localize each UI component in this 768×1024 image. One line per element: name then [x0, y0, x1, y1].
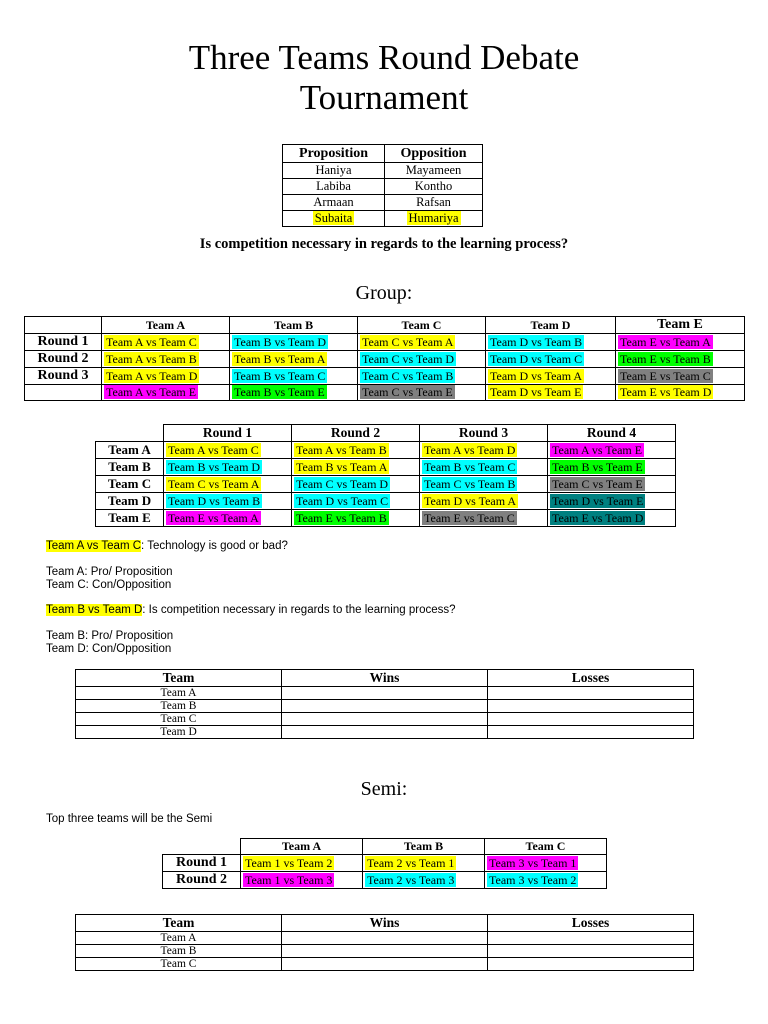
matchup-label: Team B vs Team E — [234, 385, 325, 399]
opposition-name: Mayameen — [405, 163, 462, 177]
match-note-1 — [46, 539, 288, 553]
matchup-label: Team E vs Team B — [620, 351, 711, 366]
roster-opposition-cell — [385, 163, 483, 179]
standings-team: Team B — [76, 700, 282, 713]
schedule-row — [96, 510, 676, 527]
matchup-label: Team D vs Team B — [168, 493, 261, 508]
row-label: Team A — [96, 442, 164, 459]
proposition-name: Labiba — [316, 179, 351, 193]
matchup-cell — [230, 385, 358, 401]
row-label: Round 1 — [163, 855, 241, 872]
matchup-label: Team B vs Team C — [234, 368, 326, 383]
group-standings-table — [75, 669, 694, 739]
matchup-label: Team A vs Team D — [424, 442, 516, 457]
page-title — [0, 38, 768, 118]
matchup-cell — [420, 442, 548, 459]
matchup-cell — [548, 476, 676, 493]
row-label: Round 2 — [163, 872, 241, 889]
matchup-label: Team 3 vs Team 2 — [489, 872, 577, 887]
matchup-cell — [292, 459, 420, 476]
matchup-cell — [241, 855, 363, 872]
matchup-label: Team E vs Team C — [620, 368, 711, 383]
column-header: Round 3 — [420, 425, 548, 442]
matchup-cell — [486, 334, 616, 351]
match-2-topic: : Is competition necessary in regards to the learning process? — [142, 604, 456, 616]
matchup-label: Team D vs Team C — [490, 351, 583, 366]
standings-row — [76, 687, 694, 700]
matchup-label: Team 2 vs Team 3 — [367, 872, 455, 887]
matchup-cell — [548, 459, 676, 476]
matchup-cell — [292, 476, 420, 493]
matchup-cell — [230, 334, 358, 351]
debate-question: Is competition necessary in regards to the learning process? — [199, 236, 569, 252]
match-1-side-con: Team C: Con/Opposition — [46, 579, 172, 591]
matchup-cell — [164, 493, 292, 510]
column-header: Team C — [485, 839, 607, 855]
matchup-label: Team D vs Team A — [490, 368, 583, 383]
losses-cell — [488, 958, 694, 971]
proposition-name: Haniya — [315, 163, 352, 177]
schedule-row — [96, 493, 676, 510]
proposition-name: Subaita — [314, 211, 353, 225]
round-schedule-table — [95, 424, 676, 527]
schedule-row — [163, 872, 607, 889]
matchup-cell — [241, 872, 363, 889]
matchup-label: Team 1 vs Team 2 — [245, 855, 333, 870]
match-note-2 — [46, 603, 456, 617]
matchup-label: Team B vs Team C — [424, 459, 516, 474]
proposition-name: Armaan — [313, 195, 354, 209]
matchup-cell — [358, 368, 486, 385]
matchup-cell — [420, 459, 548, 476]
matchup-cell — [230, 351, 358, 368]
matchup-label: Team E vs Team C — [424, 510, 515, 525]
standings-team: Team C — [76, 713, 282, 726]
standings-row — [76, 932, 694, 945]
semi-note: Top three teams will be the Semi — [46, 813, 213, 825]
schedule-row — [163, 855, 607, 872]
matchup-label: Team C vs Team D — [296, 476, 389, 491]
matchup-label: Team C vs Team A — [362, 334, 454, 349]
match-2-side-con: Team D: Con/Opposition — [46, 643, 172, 655]
losses-cell — [488, 932, 694, 945]
matchup-cell — [230, 368, 358, 385]
matchup-cell — [486, 351, 616, 368]
matchup-label: Team B vs Team E — [552, 459, 643, 474]
matchup-cell — [102, 351, 230, 368]
column-header: Team A — [241, 839, 363, 855]
roster-row — [283, 195, 483, 211]
standings-row — [76, 713, 694, 726]
matchup-label: Team C vs Team E — [552, 476, 643, 491]
column-header: Team D — [486, 317, 616, 334]
corner-cell — [163, 839, 241, 855]
row-label — [25, 385, 102, 401]
schedule-row — [25, 385, 745, 401]
matchup-label: Team E vs Team D — [620, 385, 712, 399]
roster-opposition-cell — [385, 211, 483, 227]
opposition-name: Kontho — [414, 179, 453, 193]
match-2-highlight: Team B vs Team D — [46, 604, 143, 616]
match-1-highlight: Team A vs Team C — [46, 540, 142, 552]
matchup-cell — [102, 368, 230, 385]
matchup-label: Team D vs Team E — [552, 493, 644, 508]
matchup-cell — [292, 442, 420, 459]
column-header: Round 1 — [164, 425, 292, 442]
wins-cell — [282, 958, 488, 971]
matchup-cell — [486, 385, 616, 401]
matchup-label: Team C vs Team B — [362, 368, 454, 383]
row-label: Team B — [96, 459, 164, 476]
matchup-label: Team E vs Team D — [552, 510, 644, 525]
matchup-cell — [292, 510, 420, 527]
standings-header: Wins — [282, 670, 488, 687]
group-schedule-table — [24, 316, 745, 401]
title-line-1: Three Teams Round Debate — [188, 38, 580, 77]
matchup-cell — [420, 476, 548, 493]
losses-cell — [488, 687, 694, 700]
matchup-label: Team 1 vs Team 3 — [245, 872, 333, 887]
opposition-name: Rafsan — [416, 195, 451, 209]
row-label: Team E — [96, 510, 164, 527]
matchup-cell — [363, 872, 485, 889]
matchup-label: Team C vs Team E — [362, 385, 453, 399]
standings-header: Wins — [282, 915, 488, 932]
matchup-cell — [616, 368, 745, 385]
matchup-cell — [420, 510, 548, 527]
roster-opposition-cell — [385, 195, 483, 211]
row-label: Round 2 — [25, 351, 102, 368]
matchup-cell — [485, 855, 607, 872]
matchup-label: Team B vs Team A — [234, 351, 326, 366]
matchup-cell — [485, 872, 607, 889]
group-heading: Group: — [355, 282, 413, 304]
roster-header-opposition: Opposition — [385, 145, 483, 163]
matchup-cell — [363, 855, 485, 872]
schedule-row — [96, 442, 676, 459]
opposition-name: Humariya — [408, 211, 459, 225]
matchup-label: Team 3 vs Team 1 — [489, 855, 577, 870]
corner-cell — [25, 317, 102, 334]
matchup-label: Team E vs Team A — [620, 334, 711, 349]
matchup-label: Team A vs Team E — [552, 442, 643, 457]
matchup-label: Team C vs Team B — [424, 476, 516, 491]
matchup-cell — [486, 368, 616, 385]
column-header: Team E — [616, 317, 745, 334]
matchup-cell — [616, 385, 745, 401]
schedule-row — [96, 459, 676, 476]
matchup-cell — [358, 385, 486, 401]
column-header: Team B — [230, 317, 358, 334]
roster-row — [283, 163, 483, 179]
column-header: Team C — [358, 317, 486, 334]
matchup-label: Team 2 vs Team 1 — [367, 855, 455, 870]
title-line-2: Tournament — [299, 78, 469, 117]
standings-header: Losses — [488, 915, 694, 932]
standings-header: Team — [76, 670, 282, 687]
match-2-side-pro: Team B: Pro/ Proposition — [46, 630, 174, 642]
corner-cell — [96, 425, 164, 442]
matchup-cell — [616, 351, 745, 368]
standings-team: Team D — [76, 726, 282, 739]
matchup-cell — [548, 442, 676, 459]
standings-team: Team C — [76, 958, 282, 971]
matchup-cell — [358, 351, 486, 368]
standings-header: Losses — [488, 670, 694, 687]
semi-standings-table — [75, 914, 694, 971]
schedule-row — [96, 476, 676, 493]
standings-header: Team — [76, 915, 282, 932]
matchup-label: Team B vs Team D — [168, 459, 261, 474]
roster-row — [283, 211, 483, 227]
standings-row — [76, 945, 694, 958]
schedule-row — [25, 334, 745, 351]
matchup-label: Team E vs Team A — [168, 510, 259, 525]
match-1-side-pro: Team A: Pro/ Proposition — [46, 566, 173, 578]
losses-cell — [488, 713, 694, 726]
matchup-label: Team A vs Team B — [296, 442, 387, 457]
standings-team: Team B — [76, 945, 282, 958]
row-label: Team D — [96, 493, 164, 510]
losses-cell — [488, 945, 694, 958]
standings-row — [76, 958, 694, 971]
standings-team: Team A — [76, 932, 282, 945]
matchup-cell — [164, 476, 292, 493]
matchup-cell — [548, 510, 676, 527]
row-label: Round 1 — [25, 334, 102, 351]
matchup-label: Team B vs Team A — [296, 459, 388, 474]
roster-opposition-cell — [385, 179, 483, 195]
schedule-row — [25, 368, 745, 385]
matchup-label: Team A vs Team B — [106, 351, 197, 366]
matchup-cell — [616, 334, 745, 351]
matchup-label: Team C vs Team D — [362, 351, 455, 366]
column-header: Round 2 — [292, 425, 420, 442]
roster-table — [282, 144, 483, 227]
matchup-cell — [548, 493, 676, 510]
matchup-cell — [164, 442, 292, 459]
match-1-topic: : Technology is good or bad? — [141, 540, 288, 552]
matchup-label: Team A vs Team E — [106, 385, 197, 399]
row-label: Team C — [96, 476, 164, 493]
losses-cell — [488, 700, 694, 713]
matchup-label: Team C vs Team A — [168, 476, 260, 491]
column-header: Round 4 — [548, 425, 676, 442]
matchup-cell — [164, 510, 292, 527]
matchup-label: Team A vs Team C — [168, 442, 259, 457]
matchup-label: Team B vs Team D — [234, 334, 327, 349]
roster-proposition-cell — [283, 179, 385, 195]
matchup-label: Team D vs Team E — [490, 385, 582, 399]
schedule-row — [25, 351, 745, 368]
roster-header-proposition: Proposition — [283, 145, 385, 163]
matchup-label: Team A vs Team D — [106, 368, 198, 383]
wins-cell — [282, 726, 488, 739]
column-header: Team B — [363, 839, 485, 855]
matchup-label: Team E vs Team B — [296, 510, 387, 525]
matchup-cell — [102, 334, 230, 351]
matchup-cell — [292, 493, 420, 510]
wins-cell — [282, 932, 488, 945]
wins-cell — [282, 945, 488, 958]
standings-row — [76, 726, 694, 739]
row-label: Round 3 — [25, 368, 102, 385]
wins-cell — [282, 700, 488, 713]
matchup-cell — [164, 459, 292, 476]
roster-proposition-cell — [283, 163, 385, 179]
roster-proposition-cell — [283, 195, 385, 211]
matchup-cell — [102, 385, 230, 401]
semi-heading: Semi: — [360, 778, 408, 800]
matchup-label: Team A vs Team C — [106, 334, 197, 349]
losses-cell — [488, 726, 694, 739]
standings-team: Team A — [76, 687, 282, 700]
matchup-label: Team D vs Team A — [424, 493, 517, 508]
matchup-cell — [358, 334, 486, 351]
wins-cell — [282, 713, 488, 726]
standings-row — [76, 700, 694, 713]
matchup-cell — [420, 493, 548, 510]
wins-cell — [282, 687, 488, 700]
roster-row — [283, 179, 483, 195]
semi-schedule-table — [162, 838, 607, 889]
roster-proposition-cell — [283, 211, 385, 227]
column-header: Team A — [102, 317, 230, 334]
matchup-label: Team D vs Team B — [490, 334, 583, 349]
matchup-label: Team D vs Team C — [296, 493, 389, 508]
